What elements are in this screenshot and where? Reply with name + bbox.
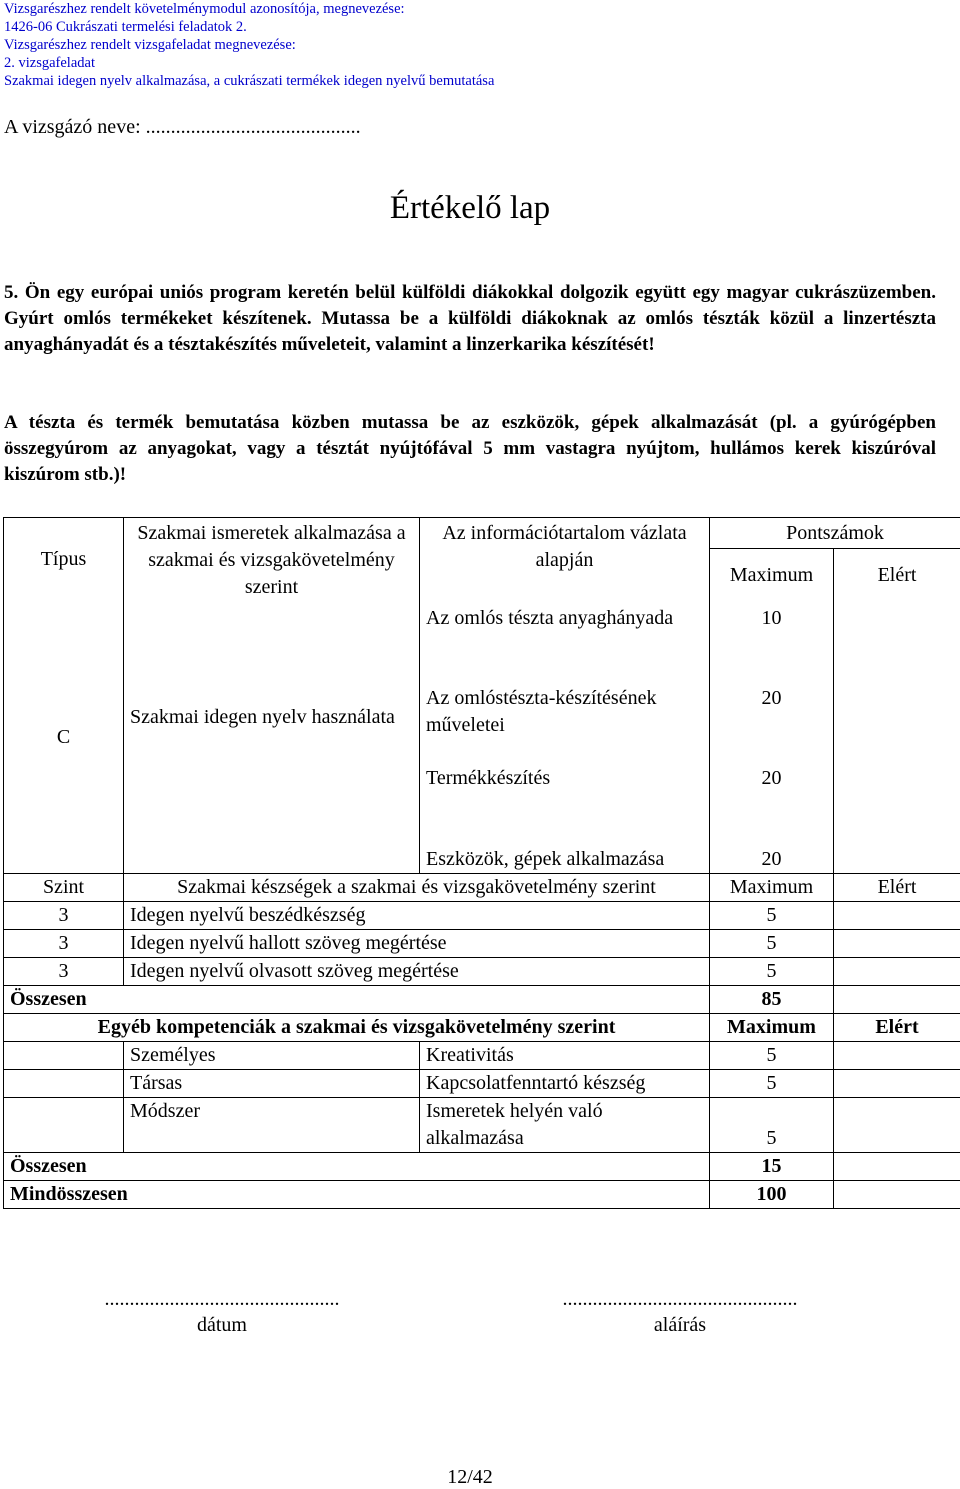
header-task-title: Szakmai idegen nyelv alkalmazása, a cukrászati termékek idegen nyelvű bemutatása <box>4 72 494 90</box>
skill-label: Idegen nyelvű hallott szöveg megértése <box>124 930 710 958</box>
header-knowledge: Szakmai ismeretek alkalmazása a szakmai és vizsgakövetelmény szerint <box>124 518 420 602</box>
competency-achieved <box>834 1070 960 1098</box>
competency-header-row <box>4 1014 960 1042</box>
skill-max: 5 <box>710 930 834 958</box>
skills-row <box>4 930 960 958</box>
date-dotted-line: ............................................... <box>82 1286 362 1312</box>
table-header-row <box>4 518 960 549</box>
subtotal-row <box>4 986 960 1014</box>
info-max: 20 <box>710 685 834 765</box>
date-signature-block <box>82 1286 362 1338</box>
info-label: Eszközök, gépek alkalmazása <box>420 819 710 874</box>
grand-total-label: Mindösszesen <box>4 1181 710 1209</box>
info-max: 20 <box>710 819 834 874</box>
competency-row <box>4 1070 960 1098</box>
page-number: 12/42 <box>0 1466 940 1489</box>
knowledge-cell: Szakmai idegen nyelv használata <box>124 601 420 874</box>
subtotal-achieved <box>834 986 960 1014</box>
info-achieved <box>834 601 960 685</box>
subtotal-achieved <box>834 1153 960 1181</box>
document-header <box>4 0 494 90</box>
signature-block <box>540 1286 820 1338</box>
evaluation-table <box>3 517 960 1209</box>
info-achieved <box>834 765 960 819</box>
header-task-label: Vizsgarészhez rendelt vizsgafeladat megnevezése: <box>4 36 494 54</box>
competency-group: Társas <box>124 1070 420 1098</box>
subtotal-value: 85 <box>710 986 834 1014</box>
header-achieved: Elért <box>834 549 960 602</box>
info-achieved <box>834 819 960 874</box>
date-label: dátum <box>82 1312 362 1338</box>
skills-header-title: Szakmai készségek a szakmai és vizsgakövetelmény szerint <box>124 874 710 902</box>
competency-group: Személyes <box>124 1042 420 1070</box>
skill-max: 5 <box>710 958 834 986</box>
skill-max: 5 <box>710 902 834 930</box>
examinee-name-line: A vizsgázó neve: ........................................... <box>4 116 361 139</box>
competency-max: 5 <box>710 1098 834 1153</box>
info-label: Az omlóstészta-készítésének műveletei <box>420 685 710 765</box>
info-row <box>4 601 960 685</box>
subtotal-row <box>4 1153 960 1181</box>
skills-header-row <box>4 874 960 902</box>
competency-achieved <box>834 1042 960 1070</box>
info-label: Az omlós tészta anyaghányada <box>420 601 710 685</box>
info-max: 20 <box>710 765 834 819</box>
competency-header-max: Maximum <box>710 1014 834 1042</box>
subtotal-label: Összesen <box>4 986 710 1014</box>
header-points: Pontszámok <box>710 518 960 549</box>
skill-achieved <box>834 930 960 958</box>
header-task-number: 2. vizsgafeladat <box>4 54 494 72</box>
header-module-value: 1426-06 Cukrászati termelési feladatok 2. <box>4 18 494 36</box>
skill-level: 3 <box>4 958 124 986</box>
header-max: Maximum <box>710 549 834 602</box>
skills-header-max: Maximum <box>710 874 834 902</box>
skill-label: Idegen nyelvű olvasott szöveg megértése <box>124 958 710 986</box>
competency-group: Módszer <box>124 1098 420 1153</box>
header-module-label: Vizsgarészhez rendelt követelménymodul azonosítója, megnevezése: <box>4 0 494 18</box>
header-info: Az információtartalom vázlata alapján <box>420 518 710 602</box>
competency-max: 5 <box>710 1042 834 1070</box>
skill-level: 3 <box>4 902 124 930</box>
grand-total-value: 100 <box>710 1181 834 1209</box>
page-title: Értékelő lap <box>0 190 940 227</box>
header-type: Típus <box>4 518 124 602</box>
skills-row <box>4 902 960 930</box>
skills-header-achieved: Elért <box>834 874 960 902</box>
competency-label: Kreativitás <box>420 1042 710 1070</box>
skills-header-level: Szint <box>4 874 124 902</box>
skill-level: 3 <box>4 930 124 958</box>
type-cell: C <box>4 601 124 874</box>
subtotal-value: 15 <box>710 1153 834 1181</box>
competency-max: 5 <box>710 1070 834 1098</box>
subtotal-label: Összesen <box>4 1153 710 1181</box>
skill-achieved <box>834 902 960 930</box>
competency-row <box>4 1098 960 1153</box>
grand-total-row <box>4 1181 960 1209</box>
competency-achieved <box>834 1098 960 1153</box>
competency-header-title: Egyéb kompetenciák a szakmai és vizsgakövetelmény szerint <box>4 1014 710 1042</box>
info-max: 10 <box>710 601 834 685</box>
skill-label: Idegen nyelvű beszédkészség <box>124 902 710 930</box>
signature-dotted-line: ............................................... <box>540 1286 820 1312</box>
task-paragraph-2: A tészta és termék bemutatása közben mutassa be az eszközök, gépek alkalmazását (pl. a gyúrógépben összegyúrom az anyagokat, vagy a tésztát nyújtófával 5 mm vastagra nyújtom, hullámos kerek kiszúróval kiszúrom stb.)! <box>4 410 936 488</box>
competency-label: Kapcsolatfenntartó készség <box>420 1070 710 1098</box>
competency-header-achieved: Elért <box>834 1014 960 1042</box>
competency-row <box>4 1042 960 1070</box>
skills-row <box>4 958 960 986</box>
grand-total-achieved <box>834 1181 960 1209</box>
signature-label: aláírás <box>540 1312 820 1338</box>
task-paragraph-1: 5. Ön egy európai uniós program keretén belül külföldi diákokkal dolgozik együtt egy magyar cukrászüzemben. Gyúrt omlós termékeket készítenek. Mutassa be a külföldi diákoknak az omlós tészták közül a linzertészta anyaghányadát és a tésztakészítés műveleteit, valamint a linzerkarika készítését! <box>4 280 936 358</box>
info-label: Termékkészítés <box>420 765 710 819</box>
info-achieved <box>834 685 960 765</box>
skill-achieved <box>834 958 960 986</box>
competency-label: Ismeretek helyén való alkalmazása <box>420 1098 710 1153</box>
